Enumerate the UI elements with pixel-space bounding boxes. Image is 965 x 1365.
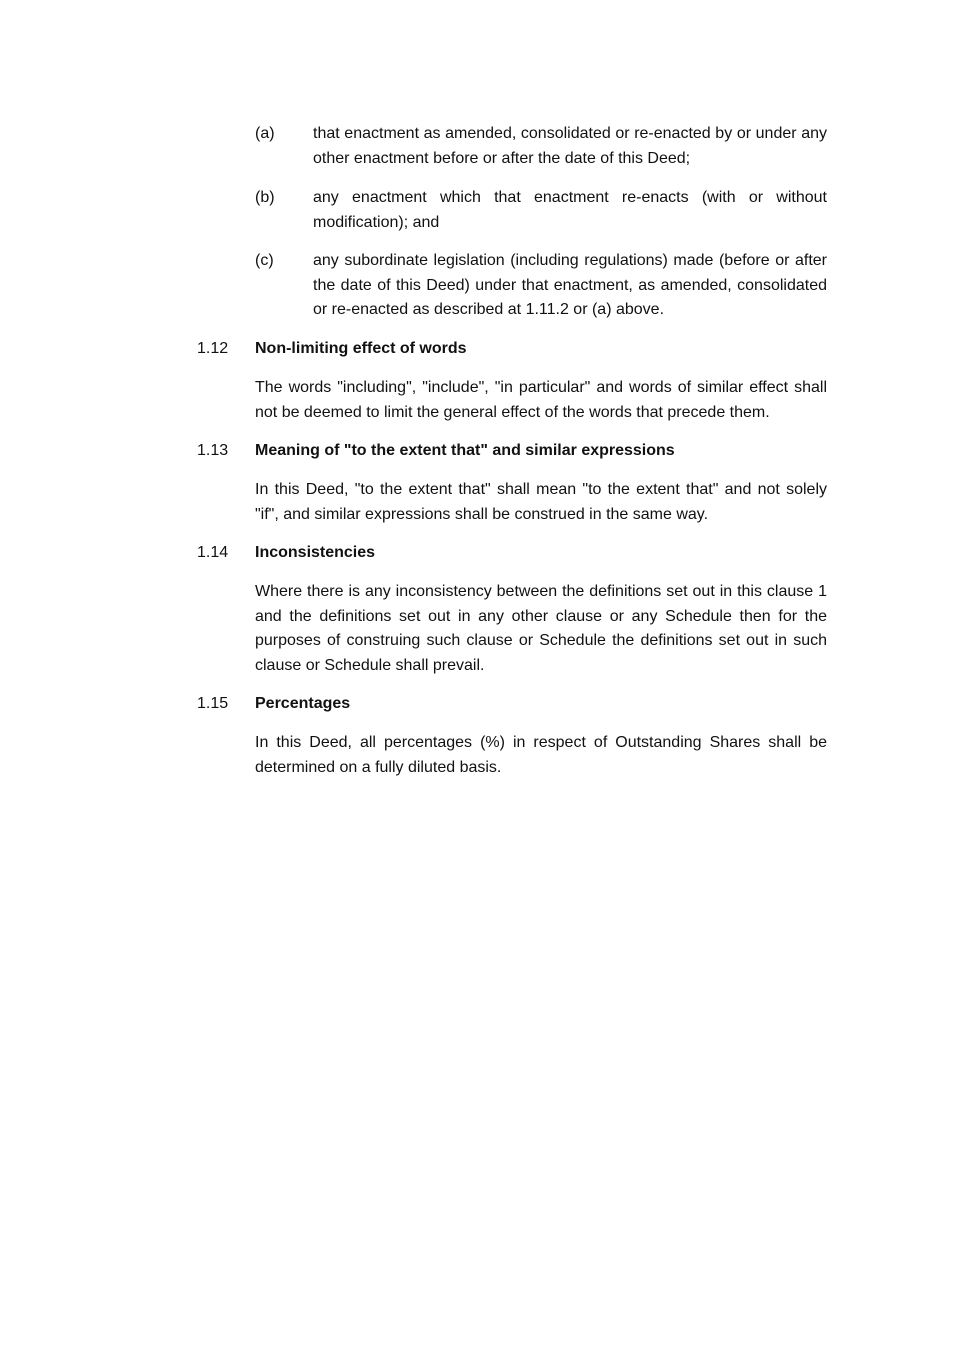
clause-title: Percentages: [255, 695, 351, 712]
sub-item-label: (b): [255, 189, 275, 206]
sub-item-text: any subordinate legislation (including regulations) made (before or after the date of this Deed) under that enactment, as amended, consolidated or re-enacted as described at 1.11.2 or (a) above.: [313, 252, 827, 318]
clause-title: Non-limiting effect of words: [255, 340, 467, 357]
clause-number: 1.12: [197, 340, 229, 357]
sub-item-label: (c): [255, 252, 274, 269]
clause-number: 1.15: [197, 695, 229, 712]
clause-1-13-body: In this Deed, "to the extent that" shall mean "to the extent that" and not solely "if", and similar expressions shall be construed in the same way.: [255, 481, 827, 523]
clause-title: Meaning of "to the extent that" and similar expressions: [255, 442, 675, 459]
sub-item-label: (a): [255, 125, 275, 142]
sub-item-text: that enactment as amended, consolidated or re-enacted by or under any other enactment before or after the date of this Deed;: [313, 125, 827, 167]
clause-1-15-body: In this Deed, all percentages (%) in respect of Outstanding Shares shall be determined on a fully diluted basis.: [255, 734, 827, 776]
clause-number: 1.13: [197, 442, 229, 459]
clause-1-12-body: The words "including", "include", "in particular" and words of similar effect shall not be deemed to limit the general effect of the words that precede them.: [255, 379, 827, 421]
clause-1-14-body: Where there is any inconsistency between the definitions set out in this clause 1 and the definitions set out in any other clause or any Schedule then for the purposes of construing such clause or Schedule the definitions set out in such clause or Schedule shall prevail.: [255, 583, 827, 674]
clause-title: Inconsistencies: [255, 544, 376, 561]
clause-number: 1.14: [197, 544, 229, 561]
sub-item-text: any enactment which that enactment re-enacts (with or without modification); and: [313, 189, 827, 231]
